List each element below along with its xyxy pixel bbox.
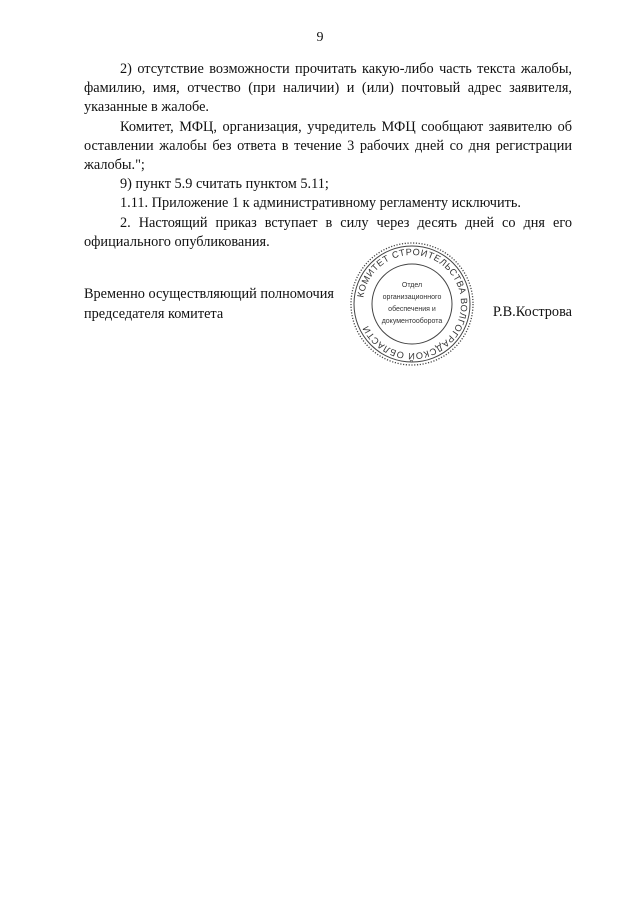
signatory-title-line: Временно осуществляющий полномочия <box>84 286 334 302</box>
stamp-center-line: организационного <box>382 294 442 301</box>
paragraph: 1.11. Приложение 1 к административному регламенту исключить. <box>120 195 521 212</box>
official-stamp <box>348 240 476 368</box>
paragraph: Комитет, МФЦ, организация, учредитель МФЦ сообщают заявителю об оставлении жалобы без ответа в течение 3 рабочих дней со дня регистрации жалобы."; <box>84 118 572 174</box>
stamp-center-line: обеспечения и <box>388 306 436 313</box>
stamp-center-line: Отдел <box>401 282 423 289</box>
stamp-ring <box>354 246 470 362</box>
stamp-outer-ring <box>351 243 473 365</box>
signatory-title-line: председателя комитета <box>84 305 224 322</box>
stamp-ring-text: КОМИТЕТ СТРОИТЕЛЬСТВА ВОЛГОГРАДСКОЙ ОБЛАСТИ <box>355 246 470 362</box>
paragraph: 9) пункт 5.9 считать пунктом 5.11; <box>120 176 329 193</box>
page-number: 9 <box>316 30 324 45</box>
stamp-center-line: документооборота <box>381 318 443 325</box>
paragraph: 2. Настоящий приказ вступает в силу через десять дней со дня его официального опубликования. <box>84 214 572 250</box>
paragraph: 2) отсутствие возможности прочитать какую-либо часть текста жалобы, фамилию, имя, отчество (при наличии) и (или) почтовый адрес заявителя, указанные в жалобе. <box>84 61 572 116</box>
stamp-inner-ring <box>372 264 452 344</box>
signatory-name: Р.В.Кострова <box>492 304 572 320</box>
document-body <box>84 60 572 252</box>
signatory-title <box>84 285 334 324</box>
